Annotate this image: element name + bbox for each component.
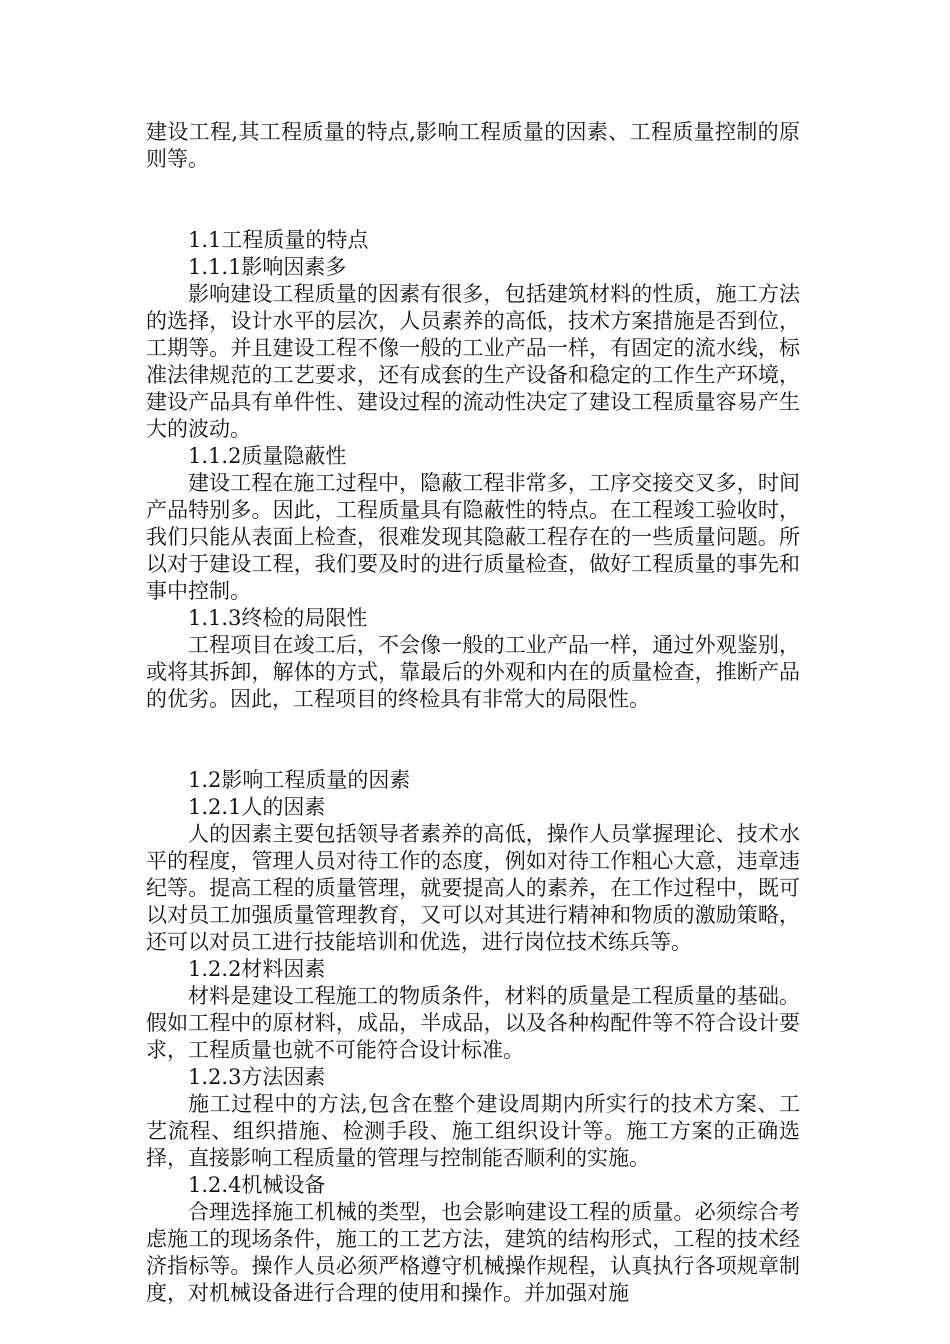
paragraph-1-2-4: 合理选择施工机械的类型，也会影响建设工程的质量。必须综合考虑施工的现场条件，施工的工艺方法，建筑的结构形式，工程的技术经济指标等。操作人员必须严格遵守机械操作规程，认真执行各项规章制度，对机械设备进行合理的使用和操作。并加强对施 bbox=[146, 1200, 800, 1305]
subsection-heading-1-1-3: 1.1.3终检的局限性 bbox=[188, 606, 368, 630]
paragraph-1-1-3: 工程项目在竣工后，不会像一般的工业产品一样，通过外观鉴别，或将其拆卸，解体的方式，靠最后的外观和内在的质量检查，推断产品的优劣。因此，工程项目的终检具有非常大的局限性。 bbox=[146, 633, 800, 711]
subsection-heading-1-2-2: 1.2.2材料因素 bbox=[188, 957, 326, 981]
subsection-heading-1-2-4: 1.2.4机械设备 bbox=[188, 1173, 326, 1197]
paragraph-1-2-2: 材料是建设工程施工的物质条件，材料的质量是工程质量的基础。假如工程中的原材料，成品，半成品，以及各种构配件等不符合设计要求，工程质量也就不可能符合设计标准。 bbox=[146, 984, 800, 1062]
spacer bbox=[146, 713, 800, 767]
subsection-heading-1-1-1: 1.1.1影响因素多 bbox=[188, 255, 347, 279]
spacer bbox=[146, 173, 800, 227]
paragraph-1-1-1: 影响建设工程质量的因素有很多，包括建筑材料的性质，施工方法的选择，设计水平的层次，人员素养的高低，技术方案措施是否到位，工期等。并且建设工程不像一般的工业产品一样，有固定的流水线，标准法律规范的工艺要求，还有成套的生产设备和稳定的工作生产环境，建设产品具有单件性、建设过程的流动性决定了建设工程质量容易产生大的波动。 bbox=[146, 282, 800, 441]
section-heading-1-2: 1.2影响工程质量的因素 bbox=[188, 768, 411, 792]
subsection-heading-1-1-2: 1.1.2质量隐蔽性 bbox=[188, 444, 347, 468]
section-heading-1-1: 1.1工程质量的特点 bbox=[188, 228, 369, 252]
subsection-heading-1-2-3: 1.2.3方法因素 bbox=[188, 1065, 326, 1089]
paragraph-1-1-2: 建设工程在施工过程中，隐蔽工程非常多，工序交接交叉多，时间产品特别多。因此，工程质量具有隐蔽性的特点。在工程竣工验收时，我们只能从表面上检查，很难发现其隐蔽工程存在的一些质量问题。所以对于建设工程，我们要及时的进行质量检查，做好工程质量的事先和事中控制。 bbox=[146, 471, 800, 603]
paragraph-1-2-1: 人的因素主要包括领导者素养的高低，操作人员掌握理论、技术水平的程度，管理人员对待工作的态度，例如对待工作粗心大意，违章违纪等。提高工程的质量管理，就要提高人的素养，在工作过程中，既可以对员工加强质量管理教育，又可以对其进行精神和物质的激励策略，还可以对员工进行技能培训和优选，进行岗位技术练兵等。 bbox=[146, 822, 800, 954]
paragraph-1-2-3: 施工过程中的方法,包含在整个建设周期内所实行的技术方案、工艺流程、组织措施、检测手段、施工组织设计等。施工方案的正确选择，直接影响工程质量的管理与控制能否顺利的实施。 bbox=[146, 1092, 800, 1170]
intro-paragraph: 建设工程,其工程质量的特点,影响工程质量的因素、工程质量控制的原则等。 bbox=[146, 120, 800, 171]
subsection-heading-1-2-1: 1.2.1人的因素 bbox=[188, 795, 326, 819]
document-body bbox=[146, 119, 800, 1307]
